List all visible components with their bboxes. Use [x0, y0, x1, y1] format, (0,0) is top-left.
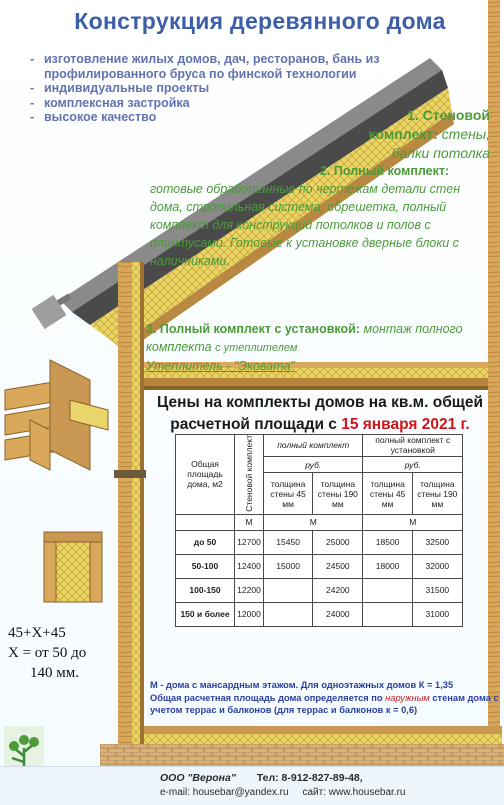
wall-section	[114, 262, 146, 762]
list-item: - высокое качество	[30, 110, 380, 125]
note-emphasis: наружным	[385, 692, 430, 703]
prices-heading-line2: расчетной площади с	[170, 416, 337, 433]
double-beam-profile	[44, 532, 102, 602]
list-item: - комплексная застройка	[30, 96, 380, 111]
email-link[interactable]: e-mail: housebar@yandex.ru	[160, 787, 289, 798]
kit-3-text: монтаж полного комплекта	[146, 322, 463, 354]
header-wall-190: толщина стены 190 мм	[412, 473, 462, 514]
kit-2-description	[150, 162, 495, 270]
header-wall-45: толщина стены 45 мм	[363, 473, 412, 514]
kit-3-insulation: Утеплитель - "Эковата"	[146, 359, 295, 373]
formula-line: 45+Х+45	[8, 625, 66, 641]
m-cell: М	[235, 514, 264, 530]
m-cell: М	[264, 514, 363, 530]
kit-3-small: с утеплителем	[215, 342, 298, 354]
site-link[interactable]: сайт: www.housebar.ru	[302, 787, 406, 798]
kit-3-description	[146, 320, 496, 375]
header-wall-190: толщина стены 190 мм	[313, 473, 363, 514]
header-full-kit: полный комплект	[264, 435, 363, 457]
footer-line1	[160, 772, 460, 784]
page-title: Конструкция деревянного дома	[74, 8, 446, 34]
kit-2-label: 2. Полный комплект:	[320, 164, 450, 178]
price-table	[175, 434, 463, 627]
header-rub: руб.	[264, 456, 363, 473]
company-name: ООО "Верона"	[160, 772, 236, 784]
beam-formula	[8, 623, 128, 683]
kit-1-label: 1. Стеновой комплект:	[368, 107, 490, 142]
footer-line2	[160, 787, 480, 798]
note-area: Общая расчетная площадь дома определяется по наружным стенам дома с учетом террас и балконов (для террас и балконов к = 0,6)	[150, 692, 499, 715]
log-joint-illustration	[5, 360, 108, 470]
ground-floor	[100, 726, 504, 766]
table-row: 50-100 12400 15000 24500 18000 32000	[176, 554, 463, 578]
list-item: - индивидуальные проекты	[30, 81, 380, 96]
table-row: 150 и более 12000 24000 31000	[176, 602, 463, 626]
kit-2-text: готовые обработанные по чертежам детали стен дома, стропильная система, обрешетка, полный комплект для конструкций потолков и полов с плинтусами. Готовые к установке дверные блоки с наличниками.	[150, 182, 461, 268]
kit-3-label: 3. Полный комплект с установкой:	[146, 322, 361, 336]
header-wall-kit: Стеновой комплект	[235, 435, 264, 515]
header-wall-45: толщина стены 45 мм	[264, 473, 313, 514]
prices-heading-line1: Цены на комплекты домов на кв.м. общей	[156, 394, 484, 411]
note-mansard: М - дома с мансардным этажом. Для одноэтажных домов К = 1,35	[150, 680, 454, 690]
table-row: 100-150 12200 24200 31500	[176, 578, 463, 602]
table-row: до 50 12700 15450 25000 18500 32500	[176, 530, 463, 554]
header-rub: руб.	[363, 456, 463, 473]
list-item: - изготовление жилых домов, дач, ресторанов, бань из профилированного бруса по финской технологии	[30, 52, 380, 81]
kit-1-text: стены, балки потолка	[391, 126, 490, 161]
kit-1-description	[350, 106, 490, 163]
header-full-kit-install: полный комплект с установкой	[363, 435, 463, 457]
formula-line: Х = от 50 до	[8, 645, 87, 661]
services-list	[30, 52, 380, 125]
m-cell: М	[363, 514, 463, 530]
price-notes	[150, 679, 500, 717]
formula-line: 140 мм.	[30, 665, 79, 681]
prices-date: 15 января 2021 г.	[341, 416, 470, 433]
phone: Тел: 8-912-827-89-48,	[256, 772, 363, 784]
header-area: Общая площадь дома, м2	[176, 435, 235, 515]
prices-heading	[150, 392, 490, 436]
